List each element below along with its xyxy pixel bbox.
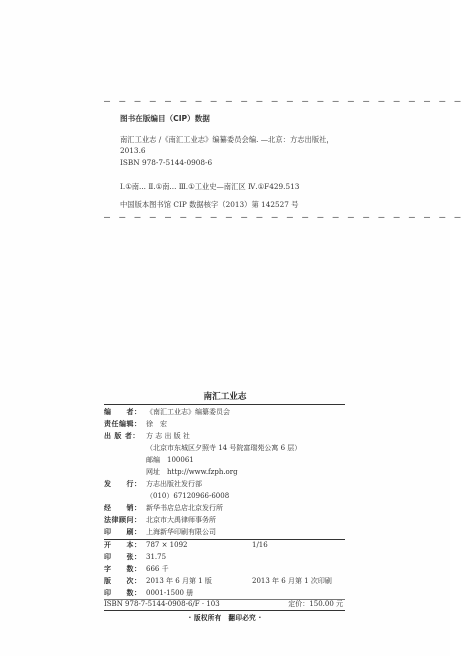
cip-top-dashed-rule: — — — — — — — — — — — — — — — — — — — — — — — — xyxy=(104,96,462,107)
printer-label: 印 刷： xyxy=(104,528,142,536)
publisher-postcode: 邮编 100061 xyxy=(146,456,194,464)
legal-advisor-value: 北京市大禹律师事务所 xyxy=(146,516,216,524)
legal-advisor-label: 法律顾问： xyxy=(104,516,142,524)
format-value-2: 1/16 xyxy=(252,541,268,549)
sheets-value: 31.75 xyxy=(146,553,167,561)
print-run-value: 0001-1500 册 xyxy=(146,589,194,597)
format-value: 787 × 1092 xyxy=(146,541,188,549)
printing-value: 2013 年 6 月第 1 次印刷 xyxy=(252,577,332,585)
publisher-name: 方 志 出 版 社 xyxy=(146,432,190,440)
format-label: 开 本： xyxy=(104,541,142,549)
colophon-bottom-rule xyxy=(104,610,345,611)
print-run-label: 印 数： xyxy=(104,589,142,597)
publisher-website: 网址 http://www.fzph.org xyxy=(146,468,238,476)
cip-entry-line2: 2013.6 xyxy=(120,146,146,155)
sheets-label: 印 张： xyxy=(104,553,142,561)
colophon-top-rule xyxy=(104,404,345,405)
cip-isbn: ISBN 978-7-5144-0908-6 xyxy=(120,158,213,167)
cip-entry-line1: 南汇工业志 /《南汇工业志》编纂委员会编. —北京：方志出版社， xyxy=(120,135,334,144)
distributor-label: 发 行： xyxy=(104,480,142,488)
colophon-middle-rule xyxy=(104,539,345,540)
editor-value: 《南汇工业志》编纂委员会 xyxy=(146,408,230,416)
cip-subjects: Ⅰ.①南... Ⅱ.①南... Ⅲ.①工业史—南汇区 Ⅳ.①F429.513 xyxy=(120,182,300,191)
seller-label: 经 销： xyxy=(104,504,142,512)
words-value: 666 千 xyxy=(146,565,169,573)
price: 定价：150.00 元 xyxy=(288,600,343,608)
copyright-notice: · 版权所有 翻印必究 · xyxy=(188,614,262,622)
cip-bottom-dashed-rule: — — — — — — — — — — — — — — — — — — — — — — — — xyxy=(104,212,462,223)
words-label: 字 数： xyxy=(104,565,142,573)
responsible-editor-label: 责任编辑： xyxy=(104,420,142,428)
distributor-name: 方志出版社发行部 xyxy=(146,480,202,488)
publisher-address: （北京市东城区夕照寺 14 号院富瑞苑公寓 6 层） xyxy=(146,444,302,452)
cip-number: 中国版本图书馆 CIP 数据核字（2013）第 142527 号 xyxy=(120,200,299,209)
edition-label: 版 次： xyxy=(104,577,142,585)
colophon-isbn: ISBN 978-7-5144-0908-6/F · 103 xyxy=(104,600,220,608)
colophon-title: 南汇工业志 xyxy=(203,392,247,402)
seller-value: 新华书店总店北京发行所 xyxy=(146,504,223,512)
printer-value: 上海新华印刷有限公司 xyxy=(146,528,216,536)
responsible-editor-value: 徐 宏 xyxy=(146,420,167,428)
publisher-label: 出 版 者： xyxy=(104,432,140,440)
cip-title: 图书在版编目（CIP）数据 xyxy=(120,114,210,123)
edition-value: 2013 年 6 月第 1 版 xyxy=(146,577,212,585)
editor-label: 编 者： xyxy=(104,408,142,416)
distributor-phone: （010）67120966-6008 xyxy=(146,492,230,500)
